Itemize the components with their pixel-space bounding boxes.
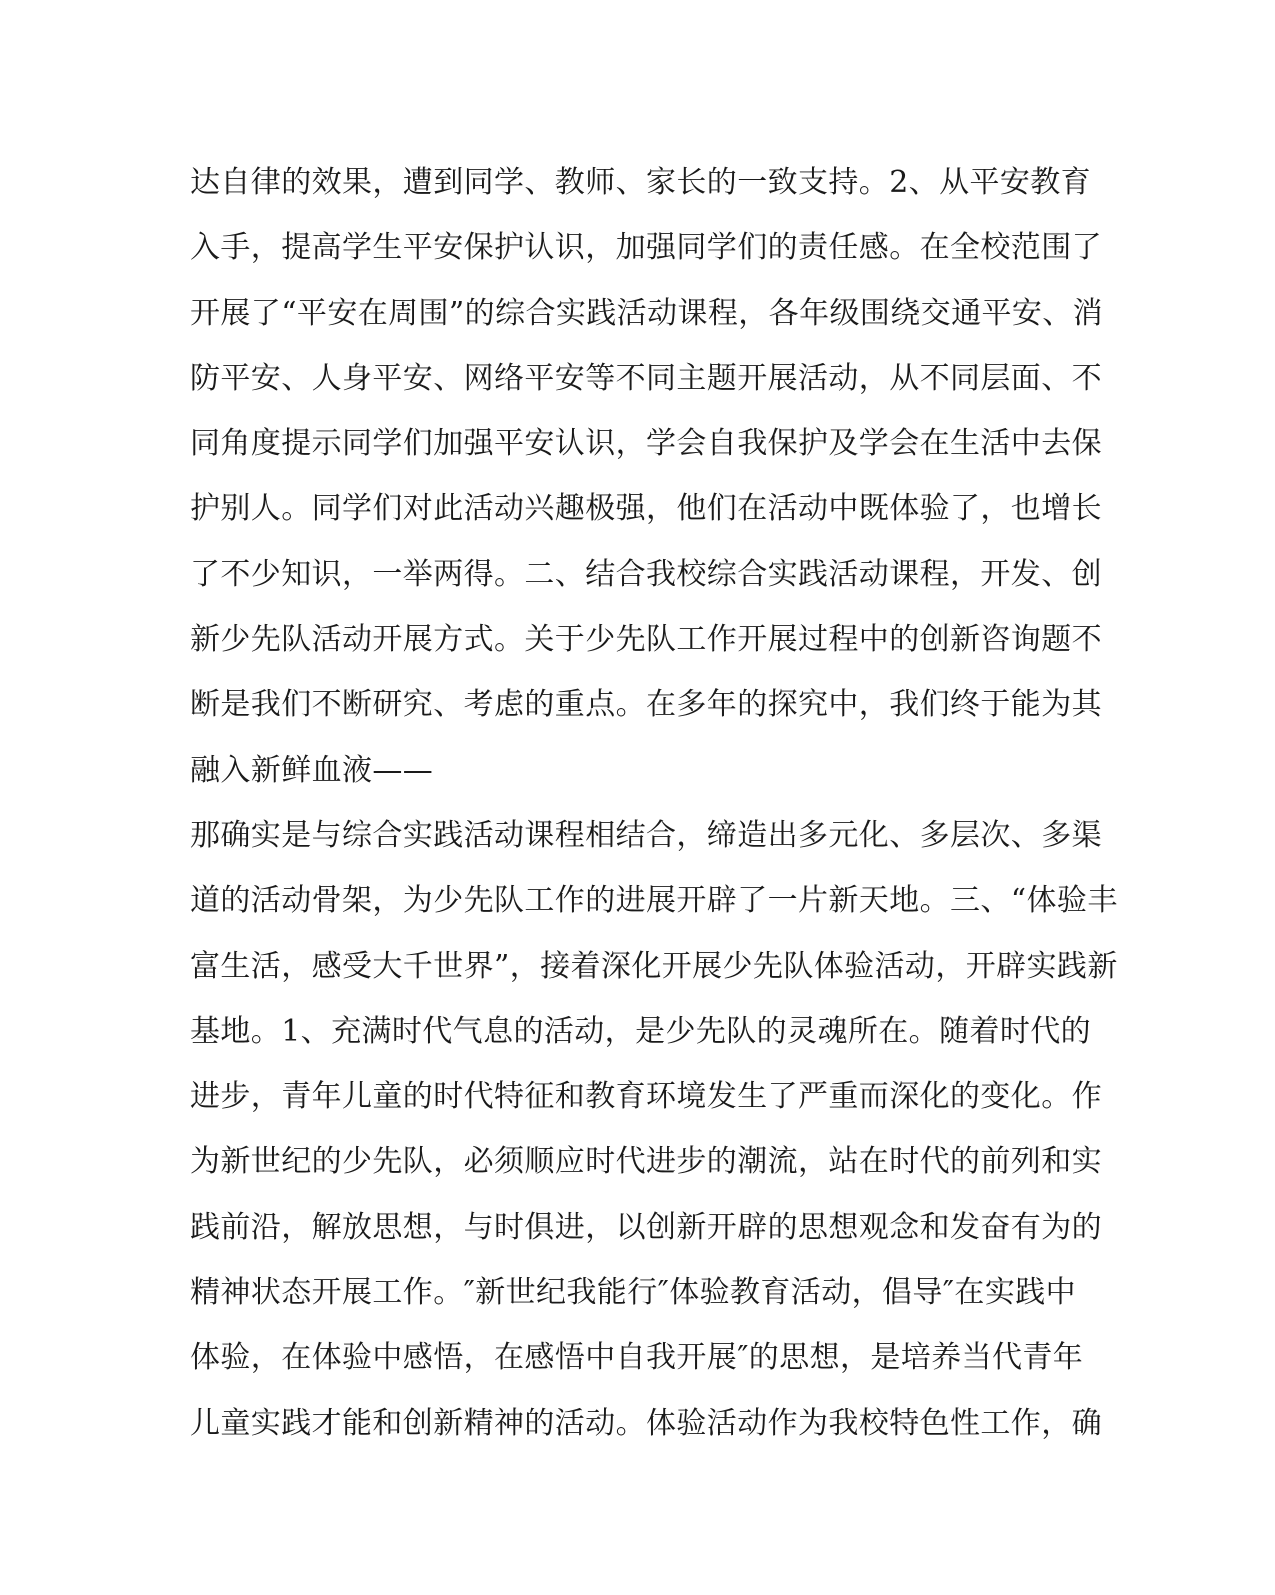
- text-line: 基地。1、充满时代气息的活动，是少先队的灵魂所在。随着时代的: [190, 1013, 1092, 1049]
- text-line: 富生活，感受大千世界”，接着深化开展少先队体验活动，开辟实践新: [190, 948, 1118, 984]
- text-line: 达自律的效果，遭到同学、教师、家长的一致支持。2、从平安教育: [190, 165, 1092, 200]
- body-text: [190, 150, 1118, 1456]
- text-line: 断是我们不断研究、考虑的重点。在多年的探究中，我们终于能为其: [190, 687, 1102, 723]
- text-line: 新少先队活动开展方式。关于少先队工作开展过程中的创新咨询题不: [190, 622, 1102, 658]
- text-line: 融入新鲜血液——: [190, 752, 434, 788]
- text-line: 入手，提高学生平安保护认识，加强同学们的责任感。在全校范围了: [190, 230, 1102, 266]
- text-line: 那确实是与综合实践活动课程相结合，缔造出多元化、多层次、多渠: [190, 817, 1102, 853]
- text-line: 践前沿，解放思想，与时俱进，以创新开辟的思想观念和发奋有为的: [190, 1209, 1102, 1245]
- text-line: 护别人。同学们对此活动兴趣极强，他们在活动中既体验了，也增长: [190, 491, 1102, 527]
- text-line: 体验，在体验中感悟，在感悟中自我开展″的思想，是培养当代青年: [190, 1340, 1084, 1376]
- text-line: 道的活动骨架，为少先队工作的进展开辟了一片新天地。三、“体验丰: [190, 883, 1118, 919]
- text-line: 同角度提示同学们加强平安认识，学会自我保护及学会在生活中去保: [190, 426, 1102, 462]
- text-line: 儿童实践才能和创新精神的活动。体验活动作为我校特色性工作，确: [190, 1405, 1102, 1441]
- text-line: 开展了“平安在周围”的综合实践活动课程，各年级围绕交通平安、消: [190, 295, 1104, 331]
- text-line: 防平安、人身平安、网络平安等不同主题开展活动，从不同层面、不: [190, 360, 1102, 396]
- text-line: 进步，青年儿童的时代特征和教育环境发生了严重而深化的变化。作: [190, 1079, 1102, 1115]
- text-line: 精神状态开展工作。″新世纪我能行″体验教育活动，倡导″在实践中: [190, 1275, 1077, 1311]
- text-line: 为新世纪的少先队，必须顺应时代进步的潮流，站在时代的前列和实: [190, 1144, 1102, 1180]
- text-line: 了不少知识，一举两得。二、结合我校综合实践活动课程，开发、创: [190, 556, 1102, 592]
